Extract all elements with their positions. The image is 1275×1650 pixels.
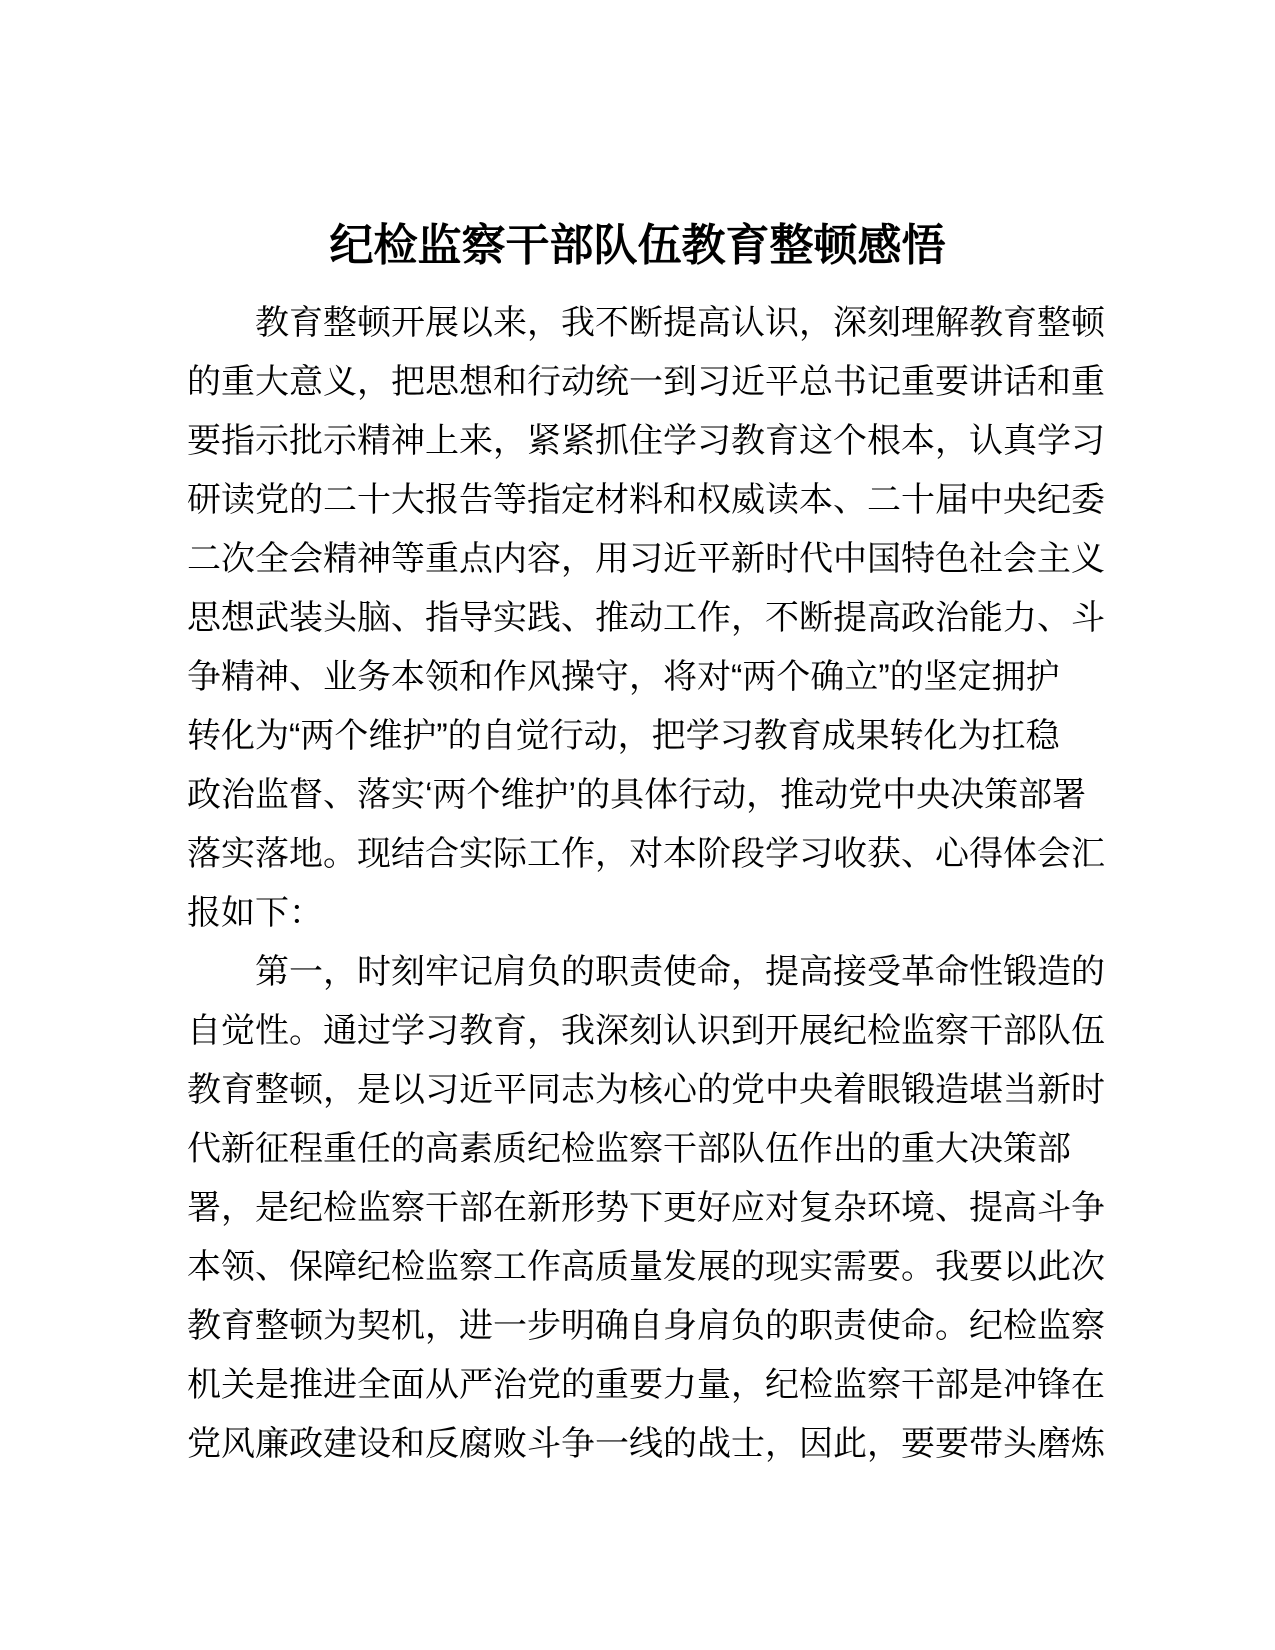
text-line: 要指示批示精神上来，紧紧抓住学习教育这个根本，认真学习 (187, 422, 1105, 460)
text-line: 研读党的二十大报告等指定材料和权威读本、二十届中央纪委 (187, 481, 1105, 519)
text-line: 党风廉政建设和反腐败斗争一线的战士，因此，要要带头磨炼 (187, 1425, 1105, 1463)
paragraph (187, 943, 1103, 1474)
text-line: 二次全会精神等重点内容，用习近平新时代中国特色社会主义 (187, 540, 1105, 578)
text-line: 教育整顿，是以习近平同志为核心的党中央着眼锻造堪当新时 (187, 1071, 1105, 1109)
text-line: 争精神、业务本领和作风操守，将对“两个确立”的坚定拥护 (187, 658, 1060, 696)
text-line: 教育整顿为契机，进一步明确自身肩负的职责使命。纪检监察 (187, 1307, 1105, 1345)
text-line: 的重大意义，把思想和行动统一到习近平总书记重要讲话和重 (187, 363, 1105, 401)
text-line: 政治监督、落实‘两个维护’的具体行动，推动党中央决策部署 (187, 776, 1087, 814)
text-line: 报如下： (187, 894, 323, 932)
text-line: 机关是推进全面从严治党的重要力量，纪检监察干部是冲锋在 (187, 1366, 1105, 1404)
text-line: 自觉性。通过学习教育，我深刻认识到开展纪检监察干部队伍 (187, 1012, 1105, 1050)
text-line: 落实落地。现结合实际工作，对本阶段学习收获、心得体会汇 (187, 835, 1105, 873)
text-line: 代新征程重任的高素质纪检监察干部队伍作出的重大决策部 (187, 1130, 1071, 1168)
text-line: 教育整顿开展以来，我不断提高认识，深刻理解教育整顿 (255, 304, 1105, 342)
text-line: 本领、保障纪检监察工作高质量发展的现实需要。我要以此次 (187, 1248, 1105, 1286)
paragraph (187, 294, 1103, 943)
text-line: 思想武装头脑、指导实践、推动工作，不断提高政治能力、斗 (187, 599, 1105, 637)
text-line: 转化为“两个维护”的自觉行动，把学习教育成果转化为扛稳 (187, 717, 1060, 755)
text-line: 署，是纪检监察干部在新形势下更好应对复杂环境、提高斗争 (187, 1189, 1105, 1227)
document-body (187, 294, 1103, 1474)
text-line: 第一，时刻牢记肩负的职责使命，提高接受革命性锻造的 (255, 953, 1105, 991)
document-title: 纪检监察干部队伍教育整顿感悟 (329, 221, 946, 270)
